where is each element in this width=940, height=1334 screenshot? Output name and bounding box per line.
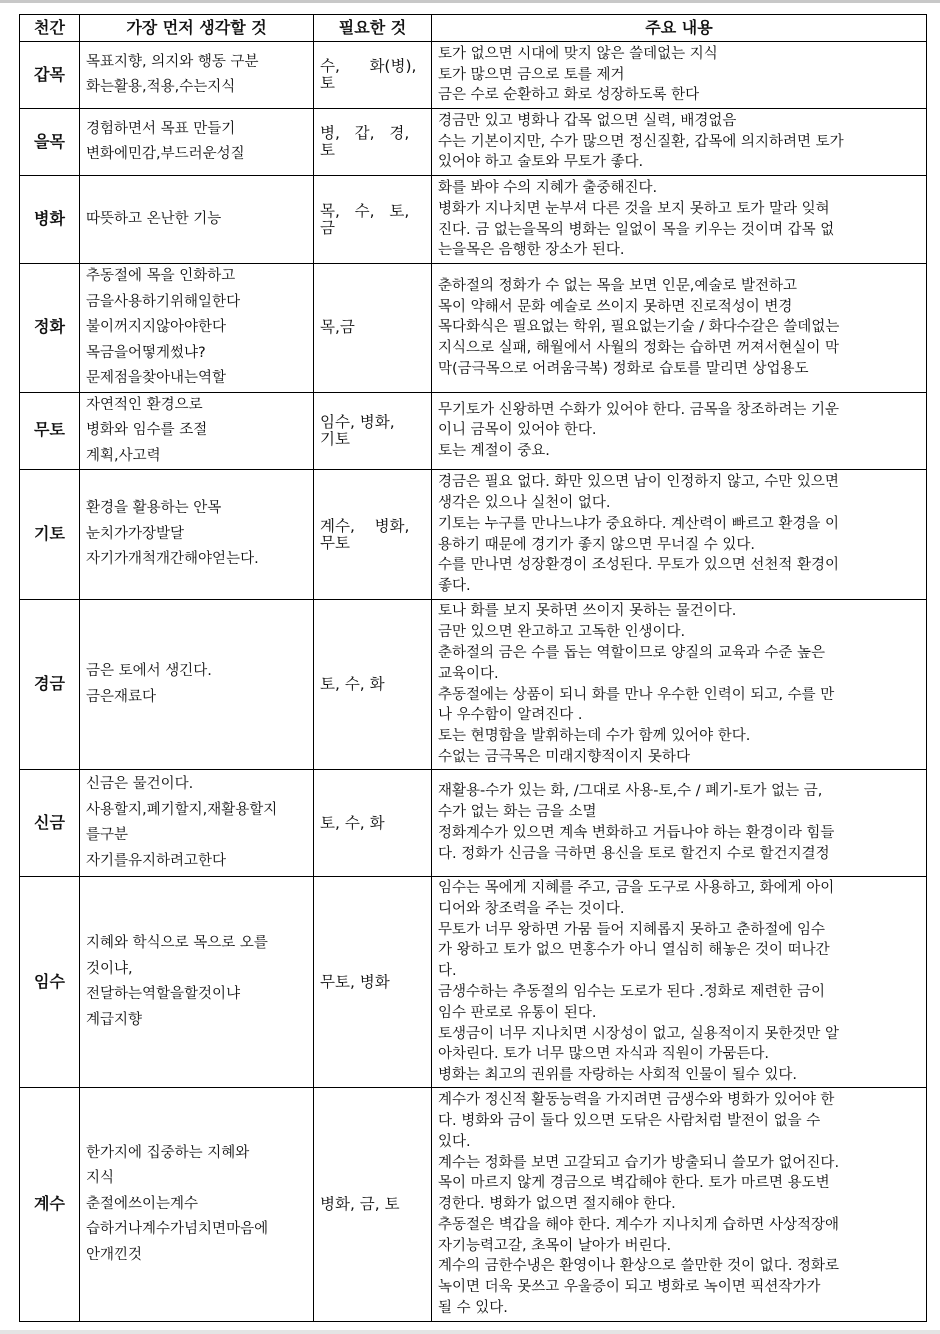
stem-name-cell: 신금 — [20, 770, 80, 877]
header-think-first: 가장 먼저 생각할 것 — [80, 15, 314, 42]
content-line: 금만 있으면 완고하고 고독한 인생이다. — [438, 624, 686, 641]
content-line: 지식으로 실패, 해월에서 사월의 정화는 습하면 꺼져서현실이 막 — [438, 340, 840, 357]
content-line: 다. 정화가 신금을 극하면 용신을 토로 할건지 수로 할건지결정 — [438, 845, 830, 862]
needed-line: 무토, 병화 — [320, 973, 390, 991]
content-line: 토가 많으면 금으로 토를 제거 — [438, 66, 625, 83]
main-content-cell — [432, 392, 927, 470]
header-main-content: 주요 내용 — [432, 15, 927, 42]
think-line: 금은 토에서 생긴다. — [86, 663, 212, 679]
content-line: 무기토가 신왕하면 수화가 있어야 한다. 금목을 창조하려는 기운 — [438, 401, 840, 418]
needed-line: 계수, 병화, — [320, 517, 410, 535]
content-line: 는을목은 음행한 장소가 된다. — [438, 242, 625, 259]
think-line: 병화와 임수를 조절 — [86, 422, 208, 438]
content-line: 생각은 있으나 실천이 없다. — [438, 494, 611, 511]
page-top-border — [0, 0, 940, 3]
content-line: 될 수 있다. — [438, 1300, 508, 1317]
main-content-cell — [432, 877, 927, 1088]
table-header-row — [20, 15, 927, 42]
content-line: 수가 없는 화는 금을 소멸 — [438, 804, 597, 821]
think-line: 전달하는역할을할것이냐 — [86, 986, 241, 1002]
needed-line: 무토 — [320, 534, 350, 552]
think-first-cell — [80, 176, 314, 264]
content-line: 나 우수함이 알려진다 . — [438, 707, 583, 724]
main-content-cell — [432, 109, 927, 176]
content-line: 무토가 너무 왕하면 가뭄 들어 지혜롭지 못하고 춘하절에 임수 — [438, 921, 826, 938]
content-line: 임수는 목에게 지혜를 주고, 금을 도구로 사용하고, 화에게 아이 — [438, 880, 835, 897]
stem-name-cell: 계수 — [20, 1088, 80, 1322]
think-first-cell — [80, 470, 314, 600]
stem-name-cell: 무토 — [20, 392, 80, 470]
needed-line: 토 — [320, 142, 335, 159]
table-row — [20, 770, 927, 877]
think-line: 안개낀것 — [86, 1246, 143, 1263]
content-line: 토는 계절이 중요. — [438, 443, 550, 460]
table-row — [20, 470, 927, 600]
think-line: 환경을 활용하는 안목 — [86, 500, 222, 517]
think-line: 계급지향 — [86, 1011, 143, 1028]
content-line: 막(금극목으로 어려움극복) 정화로 습토를 말리면 상업용도 — [438, 360, 809, 377]
content-line: 정화계수가 있으면 계속 변화하고 거듭나야 하는 환경이라 힘들 — [438, 825, 835, 841]
content-line: 토생금이 너무 지나치면 시장성이 없고, 실용적이지 못한것만 알 — [438, 1025, 840, 1042]
content-line: 계수는 정화를 보면 고갈되고 습기가 방출되니 쓸모가 없어진다. — [438, 1154, 840, 1171]
content-line: 녹이면 더욱 못쓰고 우울증이 되고 병화로 녹이면 픽션작가가 — [438, 1279, 821, 1296]
think-line: 금은재료다 — [86, 688, 157, 705]
content-line: 병화가 지나치면 눈부셔 다른 것을 보지 못하고 토가 말라 잊혀 — [438, 200, 830, 217]
think-line: 한가지에 집중하는 지혜와 — [86, 1144, 250, 1161]
content-line: 춘하절의 정화가 수 없는 목을 보면 인문,예술로 발전하고 — [438, 277, 798, 294]
needed-line: 병화, 금, 토 — [320, 1196, 400, 1213]
main-content-cell — [432, 176, 927, 264]
needed-line: 토, 수, 화 — [320, 814, 385, 832]
think-line: 목표지향, 의지와 행동 구분 — [86, 53, 259, 70]
think-line: 습하거나계수가넘치면마음에 — [86, 1221, 269, 1238]
think-line: 목금을어떻게썼냐? — [86, 344, 206, 361]
stem-name-cell: 기토 — [20, 470, 80, 600]
table-row — [20, 1088, 927, 1322]
stem-name-cell: 병화 — [20, 176, 80, 264]
needed-cell — [314, 470, 432, 600]
content-line: 목이 약해서 문화 예술로 쓰이지 못하면 진로적성이 변경 — [438, 298, 793, 315]
think-first-cell — [80, 877, 314, 1088]
table-row — [20, 264, 927, 393]
content-line: 토나 화를 보지 못하면 쓰이지 못하는 물건이다. — [438, 603, 737, 620]
think-first-cell — [80, 109, 314, 176]
content-line: 다. 병화와 금이 둘다 있으면 도닦은 사람처럼 발전이 없을 수 — [438, 1112, 821, 1129]
main-content-cell — [432, 42, 927, 109]
think-first-cell — [80, 392, 314, 470]
content-line: 추동절에는 상품이 되니 화를 만나 우수한 인력이 되고, 수를 만 — [438, 686, 835, 703]
stem-name-cell: 경금 — [20, 600, 80, 770]
needed-line: 토, 수, 화 — [320, 676, 385, 693]
content-line: 수는 기본이지만, 수가 많으면 정신질환, 갑목에 의지하려면 토가 — [438, 133, 844, 150]
think-line: 를구분 — [86, 827, 129, 843]
content-line: 진다. 금 없는을목의 병화는 일없이 목을 키우는 것이며 갑목 없 — [438, 221, 835, 238]
content-line: 용하기 때문에 경기가 좋지 않으면 무너질 수 있다. — [438, 536, 756, 553]
content-line: 아차린다. 토가 너무 많으면 자식과 직원이 가뭄든다. — [438, 1046, 770, 1063]
think-line: 화는활용,적용,수는지식 — [86, 79, 236, 95]
think-line: 자기가개척개간해야얻는다. — [86, 551, 259, 568]
needed-cell — [314, 600, 432, 770]
needed-cell — [314, 877, 432, 1088]
content-line: 교육이다. — [438, 665, 499, 682]
think-line: 계획,사고력 — [86, 447, 161, 464]
content-line: 재활용-수가 있는 화, /그대로 사용-토,수 / 폐기-토가 없는 금, — [438, 783, 823, 800]
content-line: 있다. — [438, 1133, 471, 1150]
needed-cell — [314, 176, 432, 264]
think-first-cell — [80, 264, 314, 393]
content-line: 병화는 최고의 권위를 자랑하는 사회적 인물이 될수 있다. — [438, 1067, 798, 1084]
content-line: 금은 수로 순환하고 화로 성장하도록 한다 — [438, 87, 700, 104]
needed-cell — [314, 109, 432, 176]
think-line: 자연적인 환경으로 — [86, 396, 203, 413]
think-line: 지혜와 학식으로 목으로 오를 — [86, 935, 268, 951]
stem-name-cell: 임수 — [20, 877, 80, 1088]
needed-cell — [314, 770, 432, 877]
table-row — [20, 600, 927, 770]
think-line: 추동절에 목을 인화하고 — [86, 268, 236, 284]
needed-cell — [314, 42, 432, 109]
content-line: 이니 금목이 있어야 한다. — [438, 422, 597, 439]
content-line: 기토는 누구를 만나느냐가 중요하다. 계산력이 빠르고 환경을 이 — [438, 515, 840, 532]
content-line: 토가 없으면 시대에 맞지 않은 쓸데없는 지식 — [438, 45, 718, 62]
content-line: 있어야 하고 술토와 무토가 좋다. — [438, 154, 644, 171]
content-line: 경한다. 병화가 없으면 절지해야 한다. — [438, 1196, 676, 1213]
think-first-cell — [80, 42, 314, 109]
needed-line: 임수, 병화, — [320, 413, 395, 431]
needed-line: 병, 갑, 경, — [320, 125, 410, 142]
think-line: 불이꺼지지않아야한다 — [86, 319, 227, 335]
needed-line: 목,금 — [320, 319, 355, 337]
think-first-cell — [80, 1088, 314, 1322]
think-line: 신금은 물건이다. — [86, 776, 194, 792]
think-line: 눈치가가장발달 — [86, 525, 185, 542]
content-line: 가 왕하고 토가 없으 면홍수가 아니 열심히 해놓은 것이 떠나간 — [438, 942, 830, 959]
page-bottom-border — [0, 1330, 940, 1334]
heavenly-stems-table — [19, 14, 927, 1322]
think-line: 자기를유지하려고한다 — [86, 852, 227, 869]
table-row — [20, 109, 927, 176]
think-line: 변화에민감,부드러운성질 — [86, 146, 245, 162]
content-line: 금생수하는 추동절의 임수는 도로가 된다 .정화로 제련한 금이 — [438, 984, 826, 1000]
main-content-cell — [432, 600, 927, 770]
content-line: 디어와 창조력을 주는 것이다. — [438, 900, 625, 917]
think-line: 금을사용하기위해일한다 — [86, 293, 241, 310]
content-line: 자기능력고갈, 초목이 날아가 버린다. — [438, 1237, 672, 1254]
content-line: 경금만 있고 병화나 갑목 없으면 실력, 배경없음 — [438, 112, 737, 129]
needed-line: 기토 — [320, 430, 350, 448]
main-content-cell — [432, 1088, 927, 1322]
think-line: 문제점을찾아내는역할 — [86, 370, 227, 386]
content-line: 수를 만나면 성장환경이 조성된다. 무토가 있으면 선천적 환경이 — [438, 557, 840, 574]
think-line: 것이냐, — [86, 960, 133, 977]
think-line: 경험하면서 목표 만들기 — [86, 120, 236, 137]
needed-line: 수, 화(병), — [320, 58, 417, 75]
think-line: 춘절에쓰이는계수 — [86, 1195, 199, 1212]
content-line: 경금은 필요 없다. 화만 있으면 남이 인정하지 않고, 수만 있으면 — [438, 474, 839, 491]
stem-name-cell: 정화 — [20, 264, 80, 393]
stem-name-cell: 갑목 — [20, 42, 80, 109]
needed-line: 목, 수, 토, — [320, 202, 410, 220]
main-content-cell — [432, 264, 927, 393]
needed-cell — [314, 264, 432, 393]
think-line: 사용할지,폐기할지,재활용할지 — [86, 801, 278, 818]
content-line: 계수의 금한수냉은 환영이나 환상으로 쓸만한 것이 없다. 정화로 — [438, 1258, 840, 1275]
header-stem: 천간 — [20, 15, 80, 42]
content-line: 계수가 정신적 활동능력을 가지려면 금생수와 병화가 있어야 한 — [438, 1092, 835, 1109]
needed-line: 토 — [320, 75, 335, 92]
content-line: 화를 봐야 수의 지혜가 출중해진다. — [438, 179, 658, 196]
think-line: 따뜻하고 온난한 기능 — [86, 210, 222, 227]
think-line: 지식 — [86, 1170, 115, 1187]
think-first-cell — [80, 770, 314, 877]
main-content-cell — [432, 770, 927, 877]
content-line: 목다화식은 필요없는 학위, 필요없는기술 / 화다수갈은 쓸데없는 — [438, 319, 840, 336]
needed-cell — [314, 392, 432, 470]
content-line: 목이 마르지 않게 경금으로 벽갑해야 한다. 토가 마르면 용도변 — [438, 1175, 830, 1192]
content-line: 추동절은 벽갑을 해야 한다. 계수가 지나치게 습하면 사상적장애 — [438, 1216, 840, 1233]
think-first-cell — [80, 600, 314, 770]
table-row — [20, 877, 927, 1088]
content-line: 다. — [438, 963, 457, 980]
table-row — [20, 42, 927, 109]
content-line: 토는 현명함을 발휘하는데 수가 함께 있어야 한다. — [438, 728, 751, 745]
content-line: 춘하절의 금은 수를 돕는 역할이므로 양질의 교육과 수준 높은 — [438, 644, 826, 661]
content-line: 수없는 금극목은 미래지향적이지 못하다 — [438, 748, 690, 765]
table-row — [20, 176, 927, 264]
content-line: 좋다. — [438, 578, 471, 595]
needed-cell — [314, 1088, 432, 1322]
header-needed: 필요한 것 — [314, 15, 432, 42]
needed-line: 금 — [320, 219, 335, 237]
stem-name-cell: 을목 — [20, 109, 80, 176]
content-line: 임수 판로로 유통이 된다. — [438, 1004, 597, 1021]
main-content-cell — [432, 470, 927, 600]
table-row — [20, 392, 927, 470]
